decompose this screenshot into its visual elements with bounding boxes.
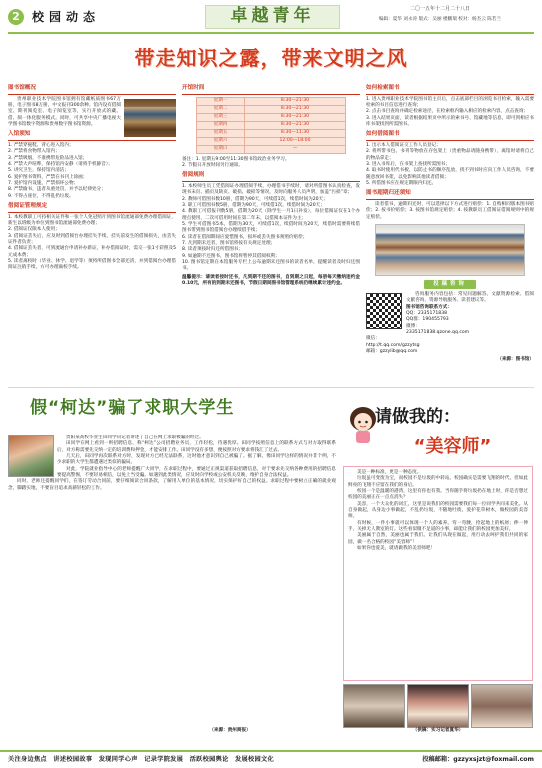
story-paragraph: 贵阳某高校毕业生田同学向记者讲述了自己在网上求职被骗的经过。 xyxy=(66,435,204,440)
contact-weibo-label: 微博： xyxy=(406,323,420,329)
list-item: 5. 讲究卫生，保持馆内清洁； xyxy=(8,168,69,174)
list-item: 8. 严禁偷书，违者从重处罚，并予以纪律处分； xyxy=(8,187,106,193)
card-rules-list xyxy=(8,215,176,272)
staff-credits: 编辑：夏华 刘永涛 版式：吴丽 楼鹏瑞 校对：杨杰云 陈若兰 xyxy=(378,16,502,22)
list-item: 5. 读者离校时（毕业、休学、退学等）须将所借图书全部还清，并到借阅台办理借阅证注销手续，方可办理离校手续。 xyxy=(8,259,176,271)
opening-hours-table xyxy=(196,97,346,154)
list-item: 7. 爱护馆内设施，严禁损坏公物； xyxy=(8,181,79,187)
table-row xyxy=(197,113,346,121)
list-item: 5. 学生可借图书5本，借期为30天，可续借1次，续借时间为20天，续借时需要将续借图书带到图书馆借阅台办理续借手续； xyxy=(182,222,360,234)
list-item: 1. 本校教职工可持相关证件和一张个人免冠照片到图书馆流通部免费办理借阅证，新生以班级为单位到图书馆流通部免费办理； xyxy=(8,214,176,227)
list-item: 2. 借阅证仅限本人使用； xyxy=(8,227,60,233)
list-item: 3. 进入结果页面，读者根据结果页中所示的索书号、馆藏地等信息，即可到相应书库书架找到所需图书。 xyxy=(366,115,534,128)
time-cell: 8:30—21:30 xyxy=(245,105,346,113)
list-item: 1. 严禁穿拖鞋、背心进入馆内； xyxy=(8,143,74,149)
list-item: 6. 爱护图书资料，严禁在书刊上涂画； xyxy=(8,174,88,180)
story-paragraph: 如果你也爱美，就请做我的美容师吧！ xyxy=(357,545,436,551)
story-head-beautician: “美容师” xyxy=(413,436,492,457)
story-photo-strip xyxy=(343,684,533,728)
list-item: 2. 严禁将食物带入馆内； xyxy=(8,149,60,155)
time-cell: 8:30—21:30 xyxy=(245,121,346,129)
table-row xyxy=(197,137,346,145)
main-headline xyxy=(10,40,532,78)
list-item: 10. 图书馆定期在本馆服务专栏上公布逾期未还图书的读者名单，提醒读者及时归还图书。 xyxy=(182,260,360,272)
story-paragraph: 田同学在网上看到一则招聘信息，称“柯达”公司招聘业务员，工作轻松，待遇优厚。田同学按照信息上的联系方式与对方取得联系后，对方称需要先交纳一定的培训费和押金，才能安排工作。田同学没有多想，便按照对方要求将钱汇了过去。 xyxy=(57,441,336,453)
list-item: 4. 严禁大声喧哗，保持馆内安静（请将手机静音）； xyxy=(8,162,113,168)
list-item: 5. 所借图书应在规定期限内归还。 xyxy=(366,181,437,187)
issue-date: 二〇一五年十二月二十八日 xyxy=(409,6,470,12)
list-item: 1. 出示本人借阅证交工作人员登记； xyxy=(366,143,441,149)
contact-qq-group: QQ群：190455793 xyxy=(406,317,449,323)
story-paragraph: 美丽属于自然，美丽也属于我们。让我们从现在做起，用行动去呵护我们共同的家园，做一名合格的校园“美容师”！ xyxy=(348,533,528,545)
headline-text: 带走知识之露，带来文明之风 xyxy=(134,46,408,71)
list-item: 6. 读者在借阅期间应爱惜图书，损坏或丢失图书须照价赔偿； xyxy=(182,234,308,240)
story-paragraph: 对此，学院就业指导中心的老师提醒广大同学，在求职过程中，要通过正规渠道获取招聘信息，对于要求先交纳各种费用的招聘信息要提高警惕，不要轻易相信，以免上当受骗。如遇到此类情况，应及时向学校或公安机关反映，维护自身合法权益。 xyxy=(57,466,336,478)
day-cell: 星期二 xyxy=(197,105,245,113)
story-kodak xyxy=(8,435,336,727)
story-paragraph: 同时，老师还提醒同学们，在签订劳动合同前，要仔细阅读合同条款，了解用人单位的基本情况，切实保护好自己的权益。求职过程中要树立正确的就业观念，脚踏实地，不要盲目追求高薪轻松的工作。 xyxy=(8,479,336,491)
contact-label: 图书馆咨询联系方式： xyxy=(406,304,452,310)
story-head-invite: 请做我的： xyxy=(375,407,460,427)
list-item: 3. 进入书库后，在书架上查找所需图书； xyxy=(366,162,450,168)
list-item: 2. 点击书目查询并确定检索途径，在检索框内输入相应的检索内容，点击查询； xyxy=(366,109,529,115)
list-item: 4. 借阅证丢失者，可到流通台申请补办新证，补办借阅证时，需交一张1寸彩照及5元成本费； xyxy=(8,246,176,258)
contact-wechat-label: 微信： xyxy=(366,336,380,342)
heading-how-to-borrow: 如何借阅图书 xyxy=(366,131,534,141)
table-row xyxy=(197,121,346,129)
story-photo xyxy=(471,684,533,728)
list-item: 8. 读者须按时归还所借图书； xyxy=(182,247,243,253)
story-photo xyxy=(343,684,405,728)
footer-email[interactable]: 投稿邮箱：gzzyxsjzt@foxmail.com xyxy=(422,755,534,763)
qr-code xyxy=(366,293,402,329)
heading-entry-rules: 入馆须知 xyxy=(8,131,176,141)
list-item: 1. 本校师生员工凭借阅证办理借阅手续，办理借书手续时，请对所借图书认真检查，发现书末页、插页及缺页、破损、破损等情况，及时向服务人员声明，加盖“污损”章； xyxy=(182,184,360,196)
story-paragraph: 美容，一个大众化的词汇，这里是说我们的校园需要我们每一位同学共同来美化。从自身做起，从身边小事做起，不乱扔垃圾，不随地吐痰，爱护花草树木，做校园的美容师。 xyxy=(348,501,528,520)
story-paragraph: 校园一个是温暖的港湾，这里有你也有我。当你随手将垃圾扔在地上时，你是否想过校园的美丽正在一点点消失？ xyxy=(348,488,528,501)
contact-email[interactable]: 邮箱：gzzylib@qq.com xyxy=(366,349,418,355)
heading-library-overview: 图书馆概况 xyxy=(8,85,176,95)
list-item: 9. 不得占座位，不得乱扔垃圾。 xyxy=(8,193,74,199)
list-item: 2. 将所带书包、书刊等物放在存包架上（贵重物品请随身携带），离馆时请将自己的物品拿走； xyxy=(366,149,534,161)
story-paragraph: 有时候，一件小事就可以体现一个人的素养。弯一弯腰，捡起地上的纸屑；伸一伸手，关掉无人教室的灯。这些看似微不足道的小事，却能让我们的校园更加美好。 xyxy=(348,520,528,532)
story-paragraph: 垃圾虽可变废为宝，而校园不是垃圾的中转站。校园确实是需要飞翔的时代，但如此鲜亮的飞翔不应留在我们的身后。 xyxy=(348,476,528,488)
hours-notes: 备注：1. 星期五9:00至11:30图书馆政治业务学习。 2. 节假日开放时间另行通知。 xyxy=(182,156,290,169)
source-credit: （来源：图书馆） xyxy=(497,357,534,363)
table-row xyxy=(197,145,346,153)
column-search-guide xyxy=(366,82,534,377)
column-opening-hours xyxy=(182,82,360,377)
list-item: 2. 教师可借图书数10册，借期为90天，可续借1次，续借时间为20天； xyxy=(182,196,328,202)
entry-rules-list xyxy=(8,143,176,200)
heading-opening-hours: 开馆时间 xyxy=(182,85,360,95)
list-item: 3. 借阅证丢失后，应及时到借阅台办理挂失手续，挂失前发生的借阅损失，由丢失证件者负责； xyxy=(8,233,176,246)
list-item: 4. 取书时使用代书板，以防止书的顺序乱放，找不到书时应向工作人员咨询，不要随意放回书架，以免影响其他读者借阅； xyxy=(366,168,534,180)
day-cell: 星期一 xyxy=(197,97,245,105)
header-divider xyxy=(8,32,534,34)
contact-banner: 投稿咨询 xyxy=(424,280,476,289)
day-cell: 星期四 xyxy=(197,121,245,129)
time-cell: 12:00—18:00 xyxy=(245,137,346,145)
time-cell: 8:30—21:30 xyxy=(245,97,346,105)
heading-overdue: 图书超期归还须知 xyxy=(366,190,534,200)
heading-search-books: 如何检索图书 xyxy=(366,85,534,95)
footer-slogan: 关注身边焦点 讲述校园故事 发现同学心声 记录学院发展 活跃校园舆论 发展校园文化 xyxy=(8,755,274,763)
library-intro: 贵州职业技术学院图书馆拥有馆藏纸质图书67万册，电子图书8万册，中文报刊300余种。馆内设有借阅室、期刊阅览室、电子阅览室等，实行开放式的藏、借、阅一体化服务模式。同时，可共享中央广播电视大学图书馆数字资源和贵州数字图书馆资源。 xyxy=(8,96,121,128)
issue-info xyxy=(345,6,535,23)
time-cell: — xyxy=(245,145,346,153)
section-header xyxy=(8,6,178,28)
table-row xyxy=(197,129,346,137)
story-photo xyxy=(8,435,54,477)
table-row xyxy=(197,97,346,105)
library-interior-photo xyxy=(375,224,525,276)
list-item: 3. 职工可借图书数5册，借期为90天，可续借1次，续借时间为20天； xyxy=(182,203,325,209)
list-item: 7. 凡到期未还者，图书馆将按有关规定处理； xyxy=(182,241,276,247)
overdue-text: 读者借书，逾期归还时，可以选择以下方式进行赔偿：1. 自购相同版本图书赔偿；2. 按书价赔偿；3. 按图书馆规定赔偿；4. 按教职员工借阅证借阅规则中的规定赔偿。 xyxy=(366,202,534,220)
list-item: 3. 严禁吸烟，不准携带危险品进入馆； xyxy=(8,155,88,161)
table-row xyxy=(197,105,346,113)
day-cell: 星期三 xyxy=(197,113,245,121)
day-cell: 星期六 xyxy=(197,137,245,145)
list-item: 9. 如逾期不还图书，图书馆将暂停其借阅权利； xyxy=(182,253,280,259)
page-footer xyxy=(0,750,542,768)
source-credit: （来源：贵州商报） xyxy=(209,728,251,733)
contact-qq: QQ：2335171838 xyxy=(406,311,448,317)
story-title-kodak: 假“柯达”骗了求职大学生 xyxy=(30,398,235,418)
time-cell: 8:30—21:30 xyxy=(245,113,346,121)
story-beautician xyxy=(343,466,533,681)
library-photo xyxy=(124,99,176,137)
page-number: 2 xyxy=(8,9,24,25)
contact-wechat[interactable]: http://t.qq.com/gzzytsg xyxy=(366,342,420,348)
contact-weibo[interactable]: 2335171838.qzone.qq.com xyxy=(406,330,470,336)
contact-intro: 咨询服务内容包括：常见问题解答、文献资源检索、借阅文献咨询、资源导航服务、读者建议等。 xyxy=(406,292,534,304)
heading-card-rules: 借阅证管理规定 xyxy=(8,203,176,213)
reminder-note: 温馨提示：请读者按时还书，凡到期不还的图书，自到期之日起，每册每天缴纳违约金0.10元，所有的到期未还图书，节假日期间图书馆管理系统仍继续累计违约金。 xyxy=(182,274,360,287)
heading-borrow-rules: 借阅规则 xyxy=(182,172,360,182)
masthead xyxy=(205,5,340,29)
section-title: 校园动态 xyxy=(32,9,101,24)
time-cell: 8:30—11:30 xyxy=(245,129,346,137)
story-paragraph: 美是一种标准，更是一种态度。 xyxy=(357,470,422,475)
day-cell: 星期日 xyxy=(197,145,245,153)
story-photo xyxy=(407,684,469,728)
column-library-overview xyxy=(8,82,176,377)
borrow-rules-list xyxy=(182,184,360,273)
masthead-title: 卓越青年 xyxy=(230,6,315,27)
source-credit: （供稿：实习记者夏华） xyxy=(412,728,464,733)
day-cell: 星期五 xyxy=(197,129,245,137)
list-item: 4. 教职工可借报刊数5册，借期为20天（除学生一月1日补发），每位借阅证仅在1个办理点使用，二次可借用时间在第二年末，以借阅本证件为主； xyxy=(182,209,360,221)
story-paragraph: 几天后，田同学再次联系对方时，发现对方已经无法联系，这时他才意识到自己被骗了。据了解，像田同学这样的情况并非个例，不少求职的大学生都遭遇过类似的骗局。 xyxy=(57,453,336,466)
list-item: 1. 进入贵州职业技术学院图书馆主页后，点击底部栏目的浏览书目检索，输入需要检索的书目信息进行查询； xyxy=(366,96,534,109)
